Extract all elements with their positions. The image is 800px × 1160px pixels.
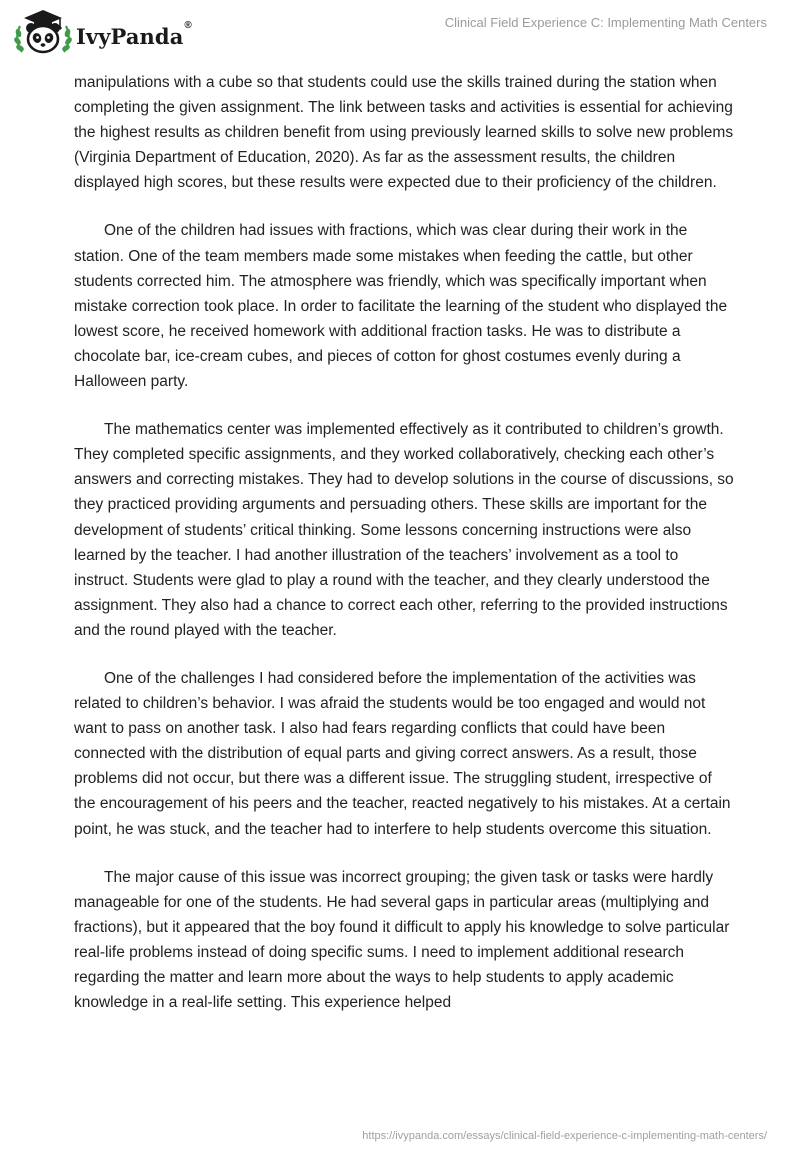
registered-mark: ® xyxy=(184,19,192,31)
essay-body xyxy=(74,70,734,1038)
panda-graduation-cap-icon xyxy=(12,6,74,60)
paragraph: manipulations with a cube so that students could use the skills trained during the station when completing the given assignment. The link between tasks and activities is essential for achieving the highest results as children benefit from using previously learned skills to solve new problems (Virginia Department of Education, 2020). As far as the assessment results, the children displayed high scores, but these results were expected due to their proficiency of the children. xyxy=(74,74,734,192)
brand-name: IvyPanda® xyxy=(76,19,192,49)
ivypanda-logo[interactable] xyxy=(12,6,192,60)
paragraph: The major cause of this issue was incorrect grouping; the given task or tasks were hardly manageable for one of the students. He had several gaps in particular areas (multiplying and fractions), but it appeared that the boy found it difficult to apply his knowledge to solve particular real-life problems instead of doing specific sums. I need to implement additional research regarding the matter and learn more about the ways to help students to apply academic knowledge in a real-life setting. This experience helped xyxy=(74,868,730,1012)
document-title: Clinical Field Experience C: Implementing Math Centers xyxy=(444,15,767,30)
source-url[interactable]: https://ivypanda.com/essays/clinical-field-experience-c-implementing-math-centers/ xyxy=(362,1130,767,1142)
paragraph: The mathematics center was implemented effectively as it contributed to children’s growth. They completed specific assignments, and they worked collaboratively, checking each other’s answers and correcting mistakes. They had to develop solutions in the course of discussions, so they practiced providing arguments and persuading others. These skills are important for the development of students’ critical thinking. Some lessons concerning instructions were also learned by the teacher. I had another illustration of the teachers’ involvement as a tool to instruct. Students were glad to play a round with the teacher, and they clearly understood the assignment. They also had a chance to correct each other, referring to the provided instructions and the round played with the teacher. xyxy=(74,421,734,639)
paragraph: One of the children had issues with fractions, which was clear during their work in the station. One of the team members made some mistakes when feeding the cattle, but other students corrected him. The atmosphere was friendly, which was specifically important when mistake correction took place. In order to facilitate the learning of the student who displayed the lowest score, he received homework with additional fraction tasks. He was to distribute a chocolate bar, ice-cream cubes, and pieces of cotton for ghost costumes evenly during a Halloween party. xyxy=(74,222,728,391)
page-header xyxy=(0,0,800,70)
paragraph: One of the challenges I had considered before the implementation of the activities was related to children’s behavior. I was afraid the students would be too engaged and would not want to pass on another task. I also had fears regarding conflicts that could have been connected with the distribution of equal parts and giving correct answers. As a result, those problems did not occur, but there was a different issue. The struggling student, irrespective of the encouragement of his peers and the teacher, reacted negatively to his mistakes. At a certain point, he was stuck, and the teacher had to interfere to help students overcome this situation. xyxy=(74,669,731,838)
